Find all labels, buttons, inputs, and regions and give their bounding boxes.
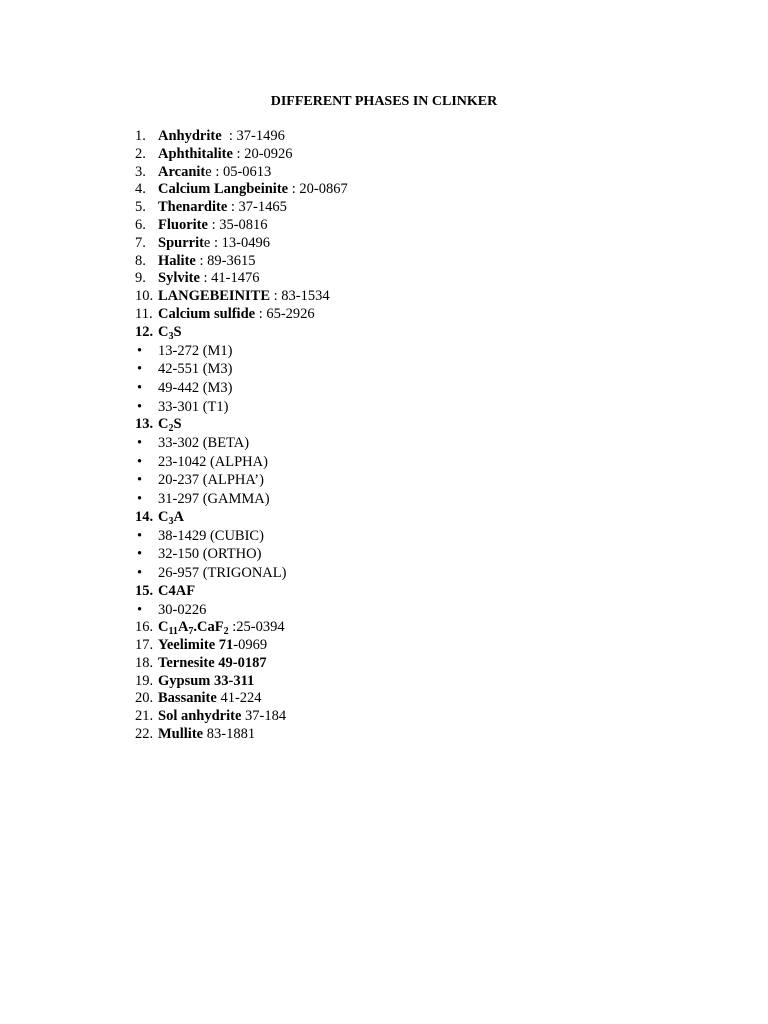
- phase-code: 20-237 (ALPHA’): [158, 472, 264, 489]
- list-item: [135, 673, 695, 691]
- phase-code: : 13-0496: [210, 234, 270, 251]
- item-number: 6.: [135, 216, 146, 233]
- list-item: [135, 726, 695, 744]
- formula-part: .CaF: [193, 619, 224, 636]
- phase-name: Calcium Langbeinite: [158, 181, 289, 198]
- phase-code: : 37-1496: [221, 128, 285, 144]
- phase-code: 37-184: [241, 708, 287, 725]
- phase-name-tail: e: [203, 234, 211, 251]
- phase-name: LANGEBEINITE: [158, 288, 271, 305]
- list-item: [135, 199, 695, 217]
- formula-part: C: [158, 508, 169, 525]
- section-heading-c2s: [135, 416, 695, 434]
- formula-part: A: [177, 619, 189, 636]
- bullet-item: [135, 490, 695, 509]
- bullet-item: [135, 434, 695, 453]
- formula-part: C4AF: [158, 582, 196, 599]
- item-number: 12.: [135, 323, 154, 340]
- bullet-item: [135, 564, 695, 583]
- bullet-icon: •: [137, 361, 143, 378]
- list-item: [135, 306, 695, 324]
- formula-part: C: [158, 323, 169, 340]
- formula-part: A: [173, 508, 184, 525]
- bullet-item: [135, 379, 695, 398]
- item-number: 3.: [135, 163, 146, 180]
- phase-code: 31-297 (GAMMA): [158, 491, 270, 508]
- item-number: 13.: [135, 416, 154, 433]
- phase-code: : 20-0926: [232, 145, 293, 162]
- bullet-item: [135, 545, 695, 564]
- phase-code: 13-272 (M1): [158, 342, 233, 359]
- item-number: 22.: [135, 725, 154, 742]
- item-number: 21.: [135, 708, 154, 725]
- item-number: 11.: [135, 305, 153, 322]
- phase-list: [135, 128, 695, 744]
- list-item: [135, 146, 695, 164]
- formula-part: S: [173, 323, 182, 340]
- phase-name: Thenardite: [158, 199, 228, 216]
- list-item: [135, 235, 695, 253]
- phase-name: Halite: [158, 252, 196, 269]
- formula-subscript: 2: [223, 626, 229, 638]
- bullet-icon: •: [137, 435, 143, 452]
- item-number: 2.: [135, 145, 146, 162]
- bullet-item: [135, 360, 695, 379]
- phase-code: : 41-1476: [199, 270, 260, 287]
- phase-name: Yeelimite 71: [158, 637, 234, 653]
- formula-subscript: 11: [168, 626, 178, 638]
- bullet-icon: •: [137, 565, 143, 582]
- bullet-icon: •: [137, 472, 143, 489]
- item-number: 20.: [135, 690, 154, 707]
- phase-code: 33-301 (T1): [158, 398, 229, 415]
- phase-name: Fluorite: [158, 216, 208, 233]
- bullet-item: [135, 342, 695, 361]
- item-number: 16.: [135, 619, 154, 636]
- phase-name: Gypsum 33-311: [158, 672, 255, 689]
- list-item: [135, 164, 695, 182]
- phase-name: Sylvite: [158, 270, 200, 287]
- list-item: [135, 637, 695, 655]
- bullet-icon: •: [137, 546, 143, 563]
- phase-name: Sol anhydrite: [158, 708, 242, 725]
- phase-code: 83-1881: [203, 725, 256, 742]
- formula-part: C: [158, 416, 169, 433]
- item-number: 10.: [135, 288, 154, 305]
- phase-name: Bassanite: [158, 690, 217, 707]
- phase-code: 42-551 (M3): [158, 361, 233, 378]
- list-item: [135, 253, 695, 271]
- item-number: 7.: [135, 234, 146, 251]
- formula-subscript: 2: [168, 423, 174, 435]
- phase-name: Spurrit: [158, 234, 204, 251]
- item-number: 19.: [135, 672, 154, 689]
- bullet-icon: •: [137, 379, 143, 396]
- item-number: 18.: [135, 654, 154, 671]
- formula-part: C: [158, 619, 169, 636]
- section-heading-c3s: [135, 324, 695, 342]
- list-item: [135, 217, 695, 235]
- item-number: 9.: [135, 270, 146, 287]
- bullet-icon: •: [137, 601, 143, 618]
- list-item: [135, 270, 695, 288]
- phase-code: 23-1042 (ALPHA): [158, 453, 268, 470]
- phase-code: :25-0394: [228, 619, 285, 636]
- section-heading-c4af: [135, 583, 695, 601]
- list-item: [135, 690, 695, 708]
- list-item: [135, 708, 695, 726]
- list-item: [135, 128, 695, 146]
- phase-code: -0969: [233, 637, 268, 653]
- phase-code: 49-442 (M3): [158, 379, 233, 396]
- list-item: [135, 619, 695, 637]
- phase-name-tail: e: [205, 163, 212, 180]
- phase-code: : 65-2926: [255, 305, 315, 322]
- phase-code: 30-0226: [158, 601, 207, 618]
- phase-name: Calcium sulfide: [158, 305, 256, 322]
- bullet-icon: •: [137, 527, 143, 544]
- phase-name: Aphthitalite: [158, 145, 233, 162]
- formula-subscript: 7: [188, 626, 194, 638]
- phase-code: : 35-0816: [207, 216, 268, 233]
- phase-code: : 83-1534: [270, 288, 330, 305]
- phase-code: : 37-1465: [227, 199, 287, 216]
- bullet-icon: •: [137, 453, 143, 470]
- phase-code: 33-302 (BETA): [158, 435, 250, 452]
- formula-subscript: 3: [168, 515, 174, 527]
- bullet-item: [135, 398, 695, 417]
- list-item: [135, 655, 695, 673]
- item-number: 17.: [135, 637, 154, 653]
- bullet-item: [135, 601, 695, 620]
- page-title: DIFFERENT PHASES IN CLINKER: [270, 94, 498, 109]
- bullet-icon: •: [137, 398, 143, 415]
- phase-name: Anhydrite: [158, 128, 222, 144]
- phase-code: 38-1429 (CUBIC): [158, 527, 264, 544]
- list-item: [135, 181, 695, 199]
- item-number: 5.: [135, 199, 146, 216]
- item-number: 4.: [135, 181, 146, 198]
- bullet-item: [135, 453, 695, 472]
- phase-code: 41-224: [216, 690, 262, 707]
- formula-subscript: 3: [168, 330, 174, 342]
- item-number: 15.: [135, 582, 154, 599]
- phase-name: Arcanit: [158, 163, 206, 180]
- bullet-icon: •: [137, 491, 143, 508]
- phase-code: : 05-0613: [211, 163, 272, 180]
- bullet-icon: •: [137, 342, 143, 359]
- bullet-item: [135, 527, 695, 546]
- phase-code: 26-957 (TRIGONAL): [158, 565, 287, 582]
- bullet-item: [135, 471, 695, 490]
- phase-code: : 89-3615: [195, 252, 256, 269]
- phase-code: 32-150 (ORTHO): [158, 546, 262, 563]
- phase-code: : 20-0867: [288, 181, 348, 198]
- item-number: 8.: [135, 252, 146, 269]
- section-heading-c3a: [135, 509, 695, 527]
- formula-part: S: [173, 416, 182, 433]
- phase-name: Ternesite 49-0187: [158, 654, 267, 671]
- item-number: 14.: [135, 508, 154, 525]
- item-number: 1.: [135, 128, 146, 144]
- list-item: [135, 288, 695, 306]
- phase-name: Mullite: [158, 725, 204, 742]
